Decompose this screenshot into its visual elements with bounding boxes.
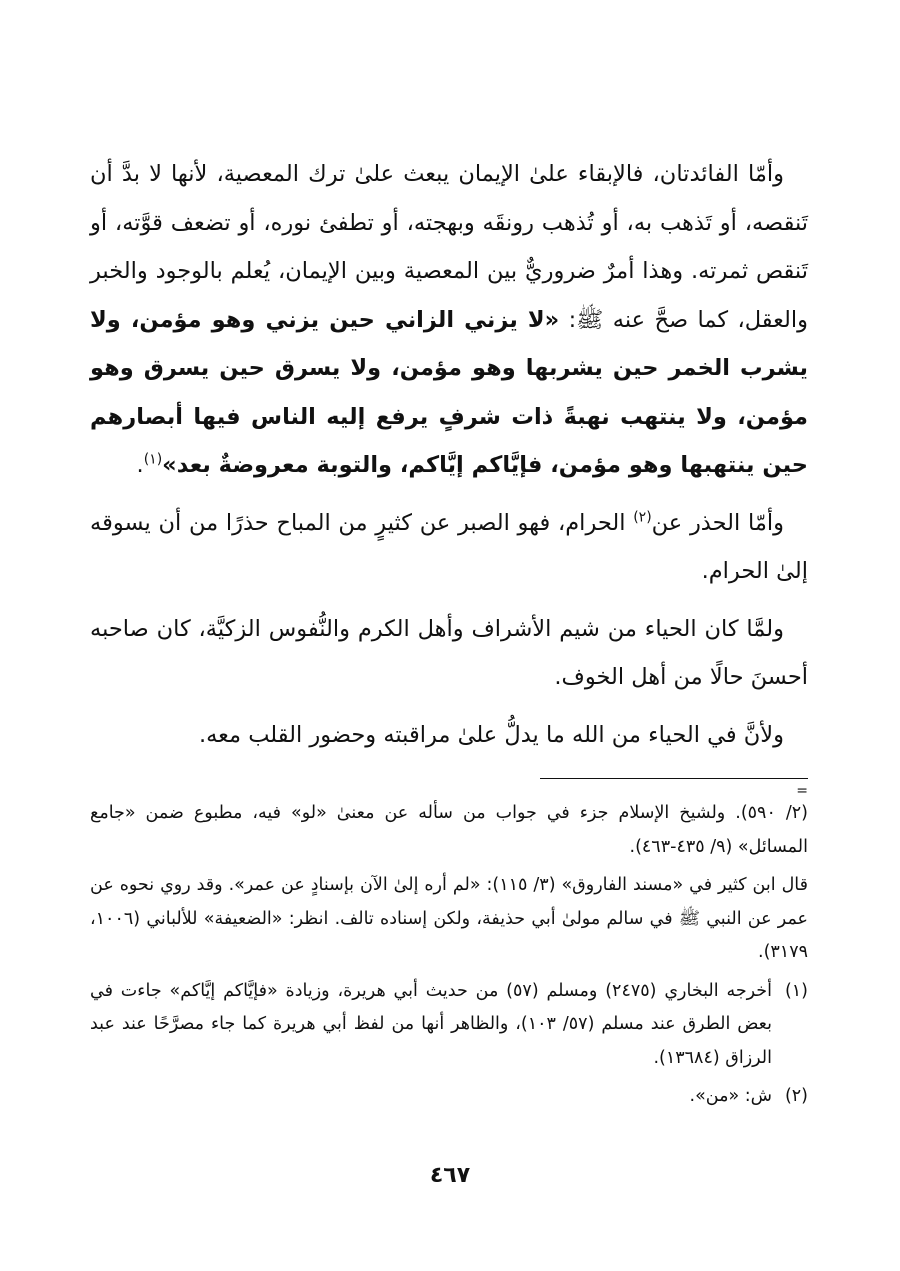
text-segment: ولمَّا كان الحياء من شيم الأشراف وأهل الكرم والنُّفوس الزكيَّة، كان صاحبه أحسنَ حالًا من أهل الخوف.: [90, 615, 808, 690]
footnote-continued-line: قال ابن كثير في «مسند الفاروق» (٣/ ١١٥): «لم أره إلىٰ الآن بإسنادٍ عن عمر». وقد روي نحوه عن عمر عن النبي ﷺ في سالم مولىٰ أبي حذيفة، ولكن إسناده تالف. انظر: «الضعيفة» للألباني (١٠٠٦، ٣١٧٩).: [90, 875, 808, 962]
footnote-reference: (٢): [633, 509, 652, 525]
footnote-number: (١): [784, 980, 808, 1001]
footnote-text: ش: «من».: [689, 1086, 772, 1106]
footnote-divider: [540, 778, 808, 779]
footnotes-section: [90, 797, 808, 1119]
main-text-body: [90, 150, 808, 768]
hadith-quote: «لا يزني الزاني حين يزني وهو مؤمن، ولا يشرب الخمر حين يشربها وهو مؤمن، ولا يسرق حين يسرق وهو مؤمن، ولا ينتهب نهبةً ذات شرفٍ يرفع إليه الناس فيها أبصارهم حين ينتهبها وهو مؤمن، فإيَّاكم إيَّاكم، والتوبة معروضةٌ بعد»: [90, 306, 808, 478]
text-segment: .: [136, 452, 144, 478]
footnote-1: [90, 975, 808, 1076]
footnote-text: أخرجه البخاري (٢٤٧٥) ومسلم (٥٧) من حديث أبي هريرة، وزيادة «فإيَّاكم إيَّاكم» جاءت في بعض الطرق عند مسلم (٥٧/ ١٠٣)، والظاهر أنها من لفظ أبي هريرة كما جاء مصرَّحًا عند عبد الرزاق (١٣٦٨٤).: [90, 980, 772, 1068]
footnote-continuation-mark: =: [796, 783, 808, 799]
page-number: ٤٦٧: [429, 1163, 471, 1188]
footnote-continued-line: (٢/ ٥٩٠). ولشيخ الإسلام جزء في جواب من سأله عن معنىٰ «لو» فيه، مطبوع ضمن «جامع المسائل» (٩/ ٤٣٥-٤٦٣).: [90, 803, 808, 857]
paragraph: [90, 711, 808, 760]
footnote-reference: (١): [143, 451, 163, 468]
footnote-number: (٢): [784, 1086, 808, 1106]
paragraph: [90, 605, 808, 702]
text-segment: ولأنَّ في الحياء من الله ما يدلُّ علىٰ مراقبته وحضور القلب معه.: [198, 721, 784, 748]
text-segment: وأمّا الحذر عن: [651, 509, 784, 536]
paragraph: [90, 150, 808, 490]
paragraph: [90, 499, 808, 596]
text-segment: وأمّا الفائدتان، فالإبقاء علىٰ الإيمان يبعث علىٰ ترك المعصية، لأنها لا بدَّ أن تَنقصه، أو تَذهب به، أو تُذهب رونقَه وبهجته، أو تطفئ نوره، أو تضعف قوَّته، أو تَنقص ثمرته. وهذا أمرٌ ضروريٌّ بين المعصية وبين الإيمان، يُعلم بالوجود والخبر والعقل، كما صحَّ عنه ﷺ:: [90, 161, 808, 333]
footnote-2: [90, 1080, 808, 1114]
text-segment: الحرام، فهو الصبر عن كثيرٍ من المباح حذرًا من أن يسوقه إلىٰ الحرام.: [90, 509, 808, 584]
